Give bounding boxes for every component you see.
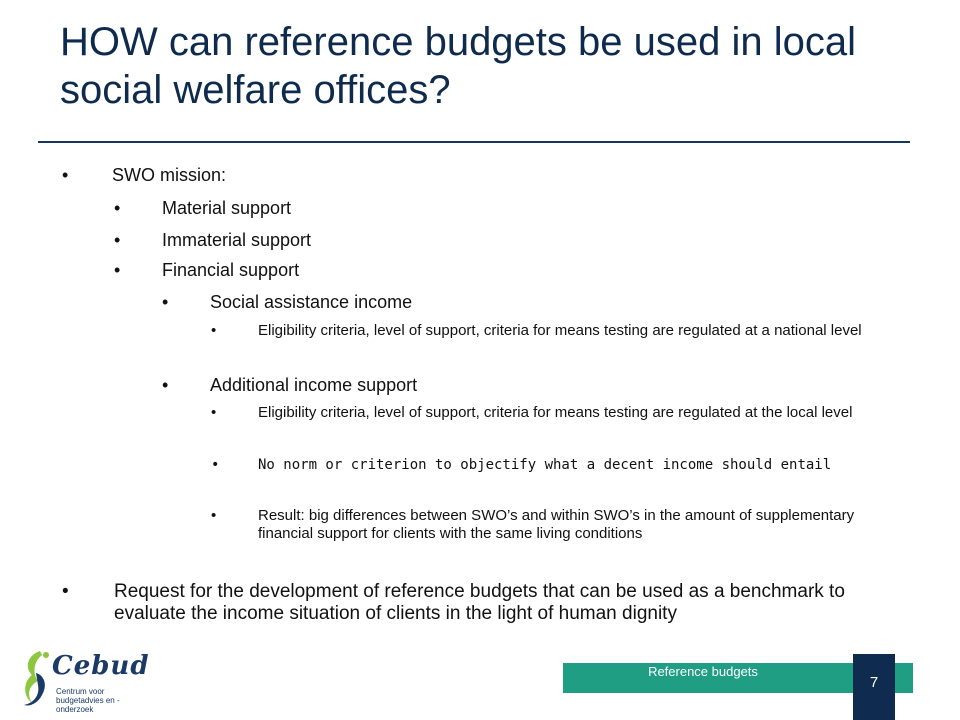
bullet-text: Immaterial support [162,230,312,250]
bullet-text: Eligibility criteria, level of support, criteria for means testing are regulated at a national level [258,322,862,339]
bullet-item [62,581,912,625]
bullet-marker: • [211,457,220,473]
bullet-text: Material support [162,198,292,218]
bullet-item [211,404,881,422]
bullet-marker: • [62,165,69,185]
logo-subtitle: Centrum voor budgetadvies en -onderzoek [56,687,120,714]
page-title: HOW can reference budgets be used in local social welfare offices? [60,20,856,112]
bullet-item [114,229,894,251]
bullet-item [162,291,902,313]
bullet-text: Result: big differences between SWO’s and within SWO’s in the amount of supplementary financial support for clients with the same living conditions [258,507,855,542]
bullet-marker: • [114,260,121,280]
bullet-marker: • [162,375,169,395]
bullet-text: SWO mission: [112,165,227,185]
bullet-marker: • [211,404,217,421]
bullet-marker: • [211,322,217,339]
bullet-item [211,507,881,543]
bullet-text: Eligibility criteria, level of support, criteria for means testing are regulated at the local level [258,404,853,421]
bullet-text: Financial support [162,260,300,280]
bullet-marker: • [114,198,121,218]
bullet-item [162,374,902,396]
bullet-item [211,322,881,340]
bullet-text: Additional income support [210,375,418,395]
bullet-text: Social assistance income [210,292,413,312]
bullet-text: No norm or criterion to objectify what a decent income should entail [258,457,832,473]
bullet-item [211,456,881,474]
bullet-marker: • [114,230,121,250]
bullet-item [114,197,894,219]
bullet-marker: • [62,581,69,602]
page-number: 7 [869,674,879,691]
bullet-text: Request for the development of reference budgets that can be used as a benchmark to evaluate the income situation of clients in the light of human dignity [114,581,845,624]
footer-label: Reference budgets [648,664,758,679]
logo-wordmark: Cebud [52,651,150,681]
bullet-marker: • [211,507,217,524]
bullet-item [114,259,894,281]
bullet-marker: • [162,292,169,312]
bullet-item [62,164,902,186]
